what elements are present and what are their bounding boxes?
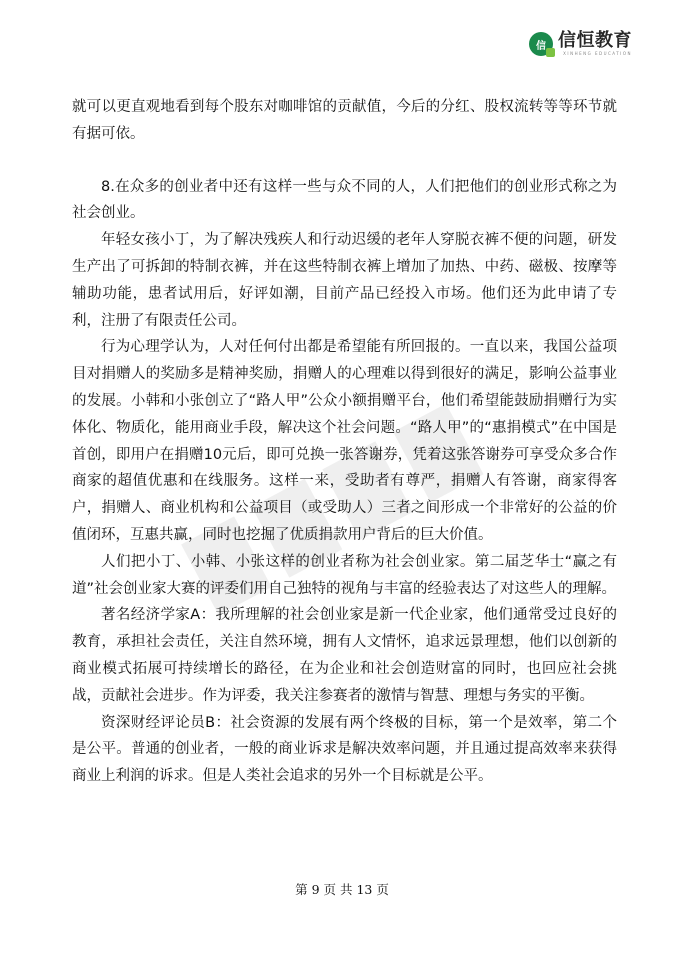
logo-mark-icon (529, 32, 553, 56)
paragraph: 著名经济学家A：我所理解的社会创业家是新一代企业家，他们通常受过良好的教育，承担社会责任，关注自然环境，拥有人文情怀，追求远景理想，他们以创新的商业模式拓展可持续增长的路径，在为企业和社会创造财富的同时，也回应社会挑战，贡献社会进步。作为评委，我关注参赛者的激情与智慧、理想与务实的平衡。 (72, 607, 617, 704)
paragraph: 8.在众多的创业者中还有这样一些与众不同的人，人们把他们的创业形式称之为社会创业。 (72, 178, 617, 222)
paragraph: 资深财经评论员B：社会资源的发展有两个终极的目标，第一个是效率，第二个是公平。普通的创业者，一般的商业诉求是解决效率问题，并且通过提高效率来获得商业上利润的诉求。但是人类社会追求的另外一个目标就是公平。 (72, 714, 617, 785)
page-number: 第 9 页 共 13 页 (295, 882, 389, 897)
logo-text (558, 32, 632, 56)
document-body (72, 94, 617, 790)
paragraph: 就可以更直观地看到每个股东对咖啡馆的贡献值，今后的分红、股权流转等等环节就有据可依。 (72, 99, 617, 142)
brand-subtitle: XINHENG EDUCATION (563, 51, 632, 56)
brand-name: 信恒教育 (558, 30, 632, 51)
logo-mark-text: 信 (536, 40, 546, 52)
paragraph: 年轻女孩小丁，为了解决残疾人和行动迟缓的老年人穿脱衣裤不便的问题，研发生产出了可拆卸的特制衣裤，并在这些特制衣裤上增加了加热、中药、磁极、按摩等辅助功能，患者试用后，好评如潮，目前产品已经投入市场。他们还为此申请了专利，注册了有限责任公司。 (72, 232, 617, 329)
paragraph: 行为心理学认为，人对任何付出都是希望能有所回报的。一直以来，我国公益项目对捐赠人的奖励多是精神奖励，捐赠人的心理难以得到很好的满足，影响公益事业的发展。小韩和小张创立了“路人甲”公众小额捐赠平台，他们希望能鼓励捐赠行为实体化、物质化，能用商业手段，解决这个社会问题。“路人甲”的“惠捐模式”在中国是首创，即用户在捐赠10元后，即可兑换一张答谢券，凭着这张答谢券可享受众多合作商家的超值优惠和在线服务。这样一来，受助者有尊严，捐赠人有答谢，商家得客户，捐赠人、商业机构和公益项目（或受助人）三者之间形成一个非常好的公益的价值闭环，互惠共赢，同时也挖掘了优质捐款用户背后的巨大价值。 (72, 339, 617, 543)
paragraph: 人们把小丁、小韩、小张这样的创业者称为社会创业家。第二届芝华士“赢之有道”社会创业家大赛的评委们用自己独特的视角与丰富的经验表达了对这些人的理解。 (72, 553, 617, 597)
brand-logo (529, 30, 632, 58)
